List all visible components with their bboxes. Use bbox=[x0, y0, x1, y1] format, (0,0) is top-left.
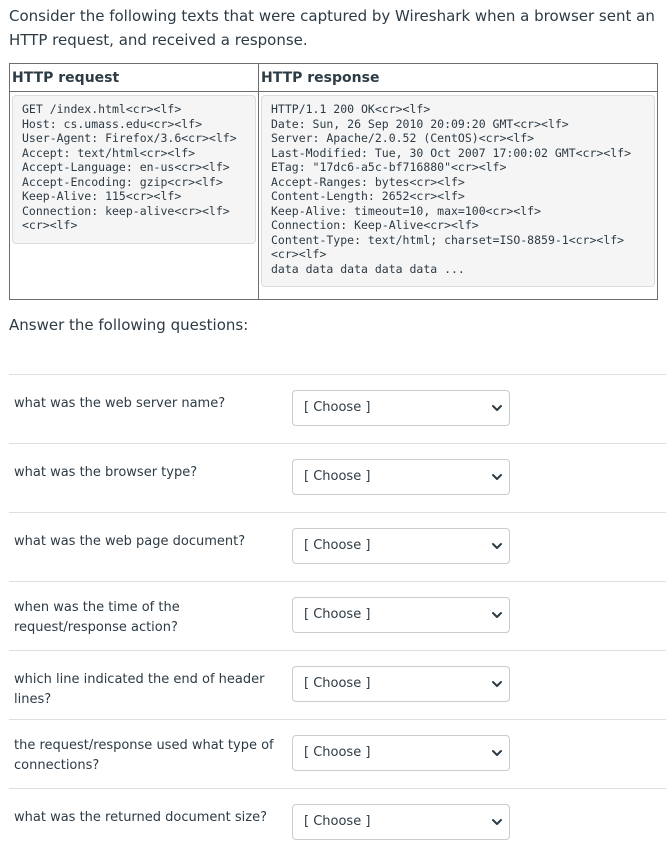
chevron-down-icon bbox=[490, 608, 504, 622]
chevron-down-icon bbox=[490, 677, 504, 691]
question-text: what was the returned document size? bbox=[14, 810, 267, 825]
question-text: the request/response used what type of connections? bbox=[14, 738, 274, 773]
response-header: HTTP response bbox=[259, 64, 658, 92]
request-header: HTTP request bbox=[10, 64, 259, 92]
select-value: [ Choose ] bbox=[304, 814, 371, 829]
answer-select[interactable] bbox=[292, 735, 510, 771]
response-code-block: HTTP/1.1 200 OK<cr><lf> Date: Sun, 26 Sep 2010 20:09:20 GMT<cr><lf> Server: Apache/2.0.52 (CentOS)<cr><lf> Last-Modified: Tue, 30 Oct 2007 17:00:02 GMT<cr><lf> ETag: "17dc6-a5c-bf716880"<cr><lf> Accept-Ranges: bytes<cr><lf> Content-Length: 2652<cr><lf> Keep-Alive: timeout=10, max=100<cr><lf> Connection: Keep-Alive<cr><lf> Content-Type: text/html; charset=ISO-8859-1<cr><lf> <cr><lf> data data data data data ... bbox=[261, 95, 655, 287]
answer-select[interactable] bbox=[292, 804, 510, 840]
question-row bbox=[9, 719, 666, 788]
chevron-down-icon bbox=[490, 470, 504, 484]
answer-select[interactable] bbox=[292, 528, 510, 564]
answer-select[interactable] bbox=[292, 597, 510, 633]
select-value: [ Choose ] bbox=[304, 400, 371, 415]
question-row bbox=[9, 581, 666, 650]
response-cell bbox=[259, 92, 658, 300]
request-cell bbox=[10, 92, 259, 300]
select-value: [ Choose ] bbox=[304, 676, 371, 691]
intro-text: Consider the following texts that were captured by Wireshark when a browser sent an HTTP request, and received a response. bbox=[9, 7, 655, 49]
question-row bbox=[9, 788, 666, 857]
answer-label: Answer the following questions: bbox=[9, 316, 249, 334]
select-value: [ Choose ] bbox=[304, 607, 371, 622]
select-value: [ Choose ] bbox=[304, 745, 371, 760]
answer-select[interactable] bbox=[292, 459, 510, 495]
question-row bbox=[9, 443, 666, 512]
select-value: [ Choose ] bbox=[304, 538, 371, 553]
question-text: when was the time of the request/response action? bbox=[14, 600, 180, 635]
chevron-down-icon bbox=[490, 401, 504, 415]
question-row bbox=[9, 512, 666, 581]
request-code-block: GET /index.html<cr><lf> Host: cs.umass.edu<cr><lf> User-Agent: Firefox/3.6<cr><lf> Accept: text/html<cr><lf> Accept-Language: en-us<cr><lf> Accept-Encoding: gzip<cr><lf> Keep-Alive: 115<cr><lf> Connection: keep-alive<cr><lf> <cr><lf> bbox=[12, 95, 256, 244]
answer-select[interactable] bbox=[292, 390, 510, 426]
chevron-down-icon bbox=[490, 815, 504, 829]
question-text: what was the browser type? bbox=[14, 465, 198, 480]
question-text: which line indicated the end of header lines? bbox=[14, 672, 265, 707]
question-row bbox=[9, 650, 666, 719]
select-value: [ Choose ] bbox=[304, 469, 371, 484]
question-row bbox=[9, 374, 666, 443]
question-text: what was the web server name? bbox=[14, 396, 226, 411]
question-text: what was the web page document? bbox=[14, 534, 246, 549]
http-table bbox=[9, 63, 658, 300]
answer-select[interactable] bbox=[292, 666, 510, 702]
chevron-down-icon bbox=[490, 746, 504, 760]
chevron-down-icon bbox=[490, 539, 504, 553]
